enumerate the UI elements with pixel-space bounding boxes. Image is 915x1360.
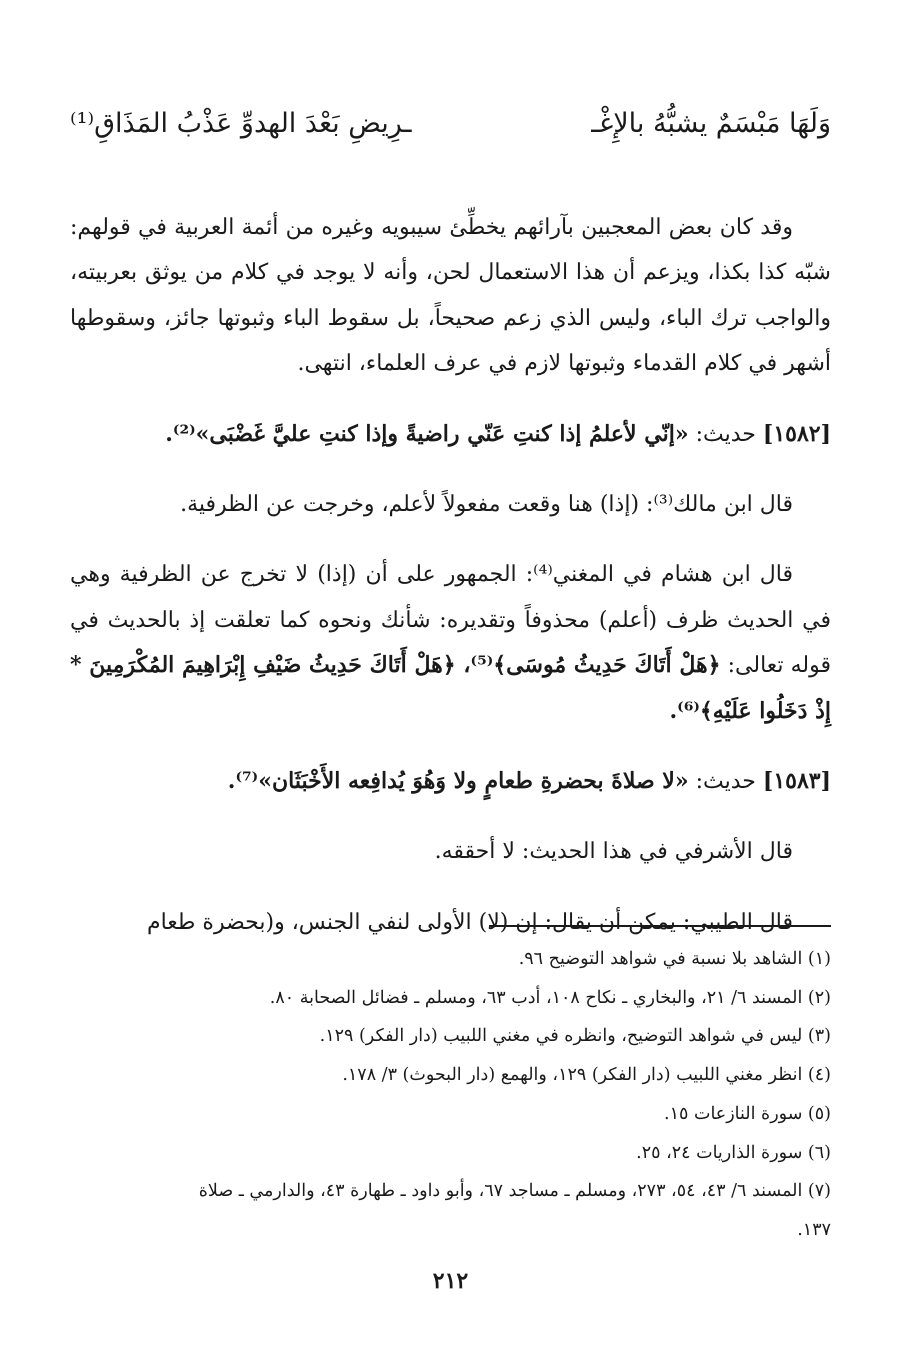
footnote-separator [489, 925, 831, 927]
footnote-5: (٥) سورة النازعات ١٥. [664, 1103, 831, 1124]
footnote-4: (٤) انظر مغني اللبيب (دار الفكر) ١٢٩، والهمع (دار البحوث) ٣/ ١٧٨. [342, 1065, 831, 1086]
verse-first-hemistich: وَلَهَا مَبْسَمٌ يشبُّهُ بالإِغْـ [591, 108, 831, 139]
page-number: ٢١٢ [432, 1268, 469, 1294]
verse-second-hemistich: ـرِيضِ بَعْدَ الهدوِّ عَذْبُ المَذَاقِ⁽¹⁾ [70, 108, 412, 139]
paragraph-ibn-malik: قال ابن مالك⁽³⁾: (إذا) هنا وقعت مفعولاً لأعلم، وخرجت عن الظرفية. [180, 492, 793, 518]
paragraph-ashrafi: قال الأشرفي في هذا الحديث: لا أحققه. [434, 839, 793, 865]
footnote-2: (٢) المسند ٦/ ٢١، والبخاري ـ نكاح ١٠٨، أدب ٦٣، ومسلم ـ فضائل الصحابة ٨٠. [269, 987, 831, 1008]
hadith-number: [١٥٨٣] [762, 768, 831, 795]
footnote-6: (٦) سورة الذاريات ٢٤، ٢٥. [636, 1142, 831, 1163]
hadith-1583 [70, 759, 831, 804]
paragraph-commentary: وقد كان بعض المعجبين بآرائهم يخطِّئ سيبويه وغيره من أئمة العربية في قولهم: شبّه كذا بكذا، ويزعم أن هذا الاستعمال لحن، وأنه لا يوجد في كلام من يوثق بعربيته، والواجب ترك الباء، وليس الذي زعم صحيحاً، بل سقوط الباء وثبوتها جائز، وسقوطها أشهر في كلام القدماء وثبوتها لازم في عرف العلماء، انتهى. [70, 215, 831, 377]
poetry-verse [70, 102, 831, 146]
footnote-1: (١) الشاهد بلا نسبة في شواهد التوضيح ٩٦. [518, 949, 831, 969]
hadith-text: «إنّي لأعلمُ إذا كنتِ عَنّي راضيةً وإذا كنتِ عليَّ غَضْبَى»⁽²⁾. [165, 420, 689, 447]
hadith-text: «لا صلاةَ بحضرةِ طعامٍ ولا وَهُوَ يُدافِعه الأَخْبَثَان»⁽⁷⁾. [227, 768, 689, 795]
paragraph-ibn-hisham [70, 552, 831, 734]
footnote-7: (٧) المسند ٦/ ٤٣، ٥٤، ٢٧٣، ومسلم ـ مساجد ٦٧، وأبو داود ـ طهارة ٤٣، والدارمي ـ صلاة [198, 1181, 831, 1202]
page [70, 0, 831, 1360]
hadith-number: [١٥٨٢] [762, 420, 831, 447]
paragraph-text: قال ابن هشام في المغني⁽⁴⁾: الجمهور على أن (إذا) لا تخرج عن الظرفية وهي في الحديث ظرف (أعلم) محذوفاً وتقديره: شأنك ونحوه كما تعلقت إذ بالحديث في قوله تعالى: [70, 562, 831, 679]
paragraph-tibi: قال الطيبي: يمكن أن يقال: إن (لا) الأولى لنفي الجنس، و(بحضرة طعام [146, 909, 793, 935]
quran-quote: ﴿هَلْ أَتَاكَ حَدِيثُ مُوسَى﴾⁽⁵⁾، ﴿هَلْ أَتَاكَ حَدِيثُ ضَيْفِ إِبْرَاهِيمَ المُكْرَمِينَ * إِذْ دَخَلُوا عَلَيْهِ﴾⁽⁶⁾. [70, 652, 831, 724]
main-text [70, 205, 831, 945]
hadith-label: حديث: [695, 421, 756, 447]
hadith-1582 [70, 412, 831, 457]
footnotes [70, 940, 831, 1250]
footnote-7-continuation: ١٣٧. [797, 1219, 831, 1240]
hadith-label: حديث: [695, 769, 756, 795]
footnote-3: (٣) ليس في شواهد التوضيح، وانظره في مغني اللبيب (دار الفكر) ١٢٩. [319, 1026, 831, 1047]
